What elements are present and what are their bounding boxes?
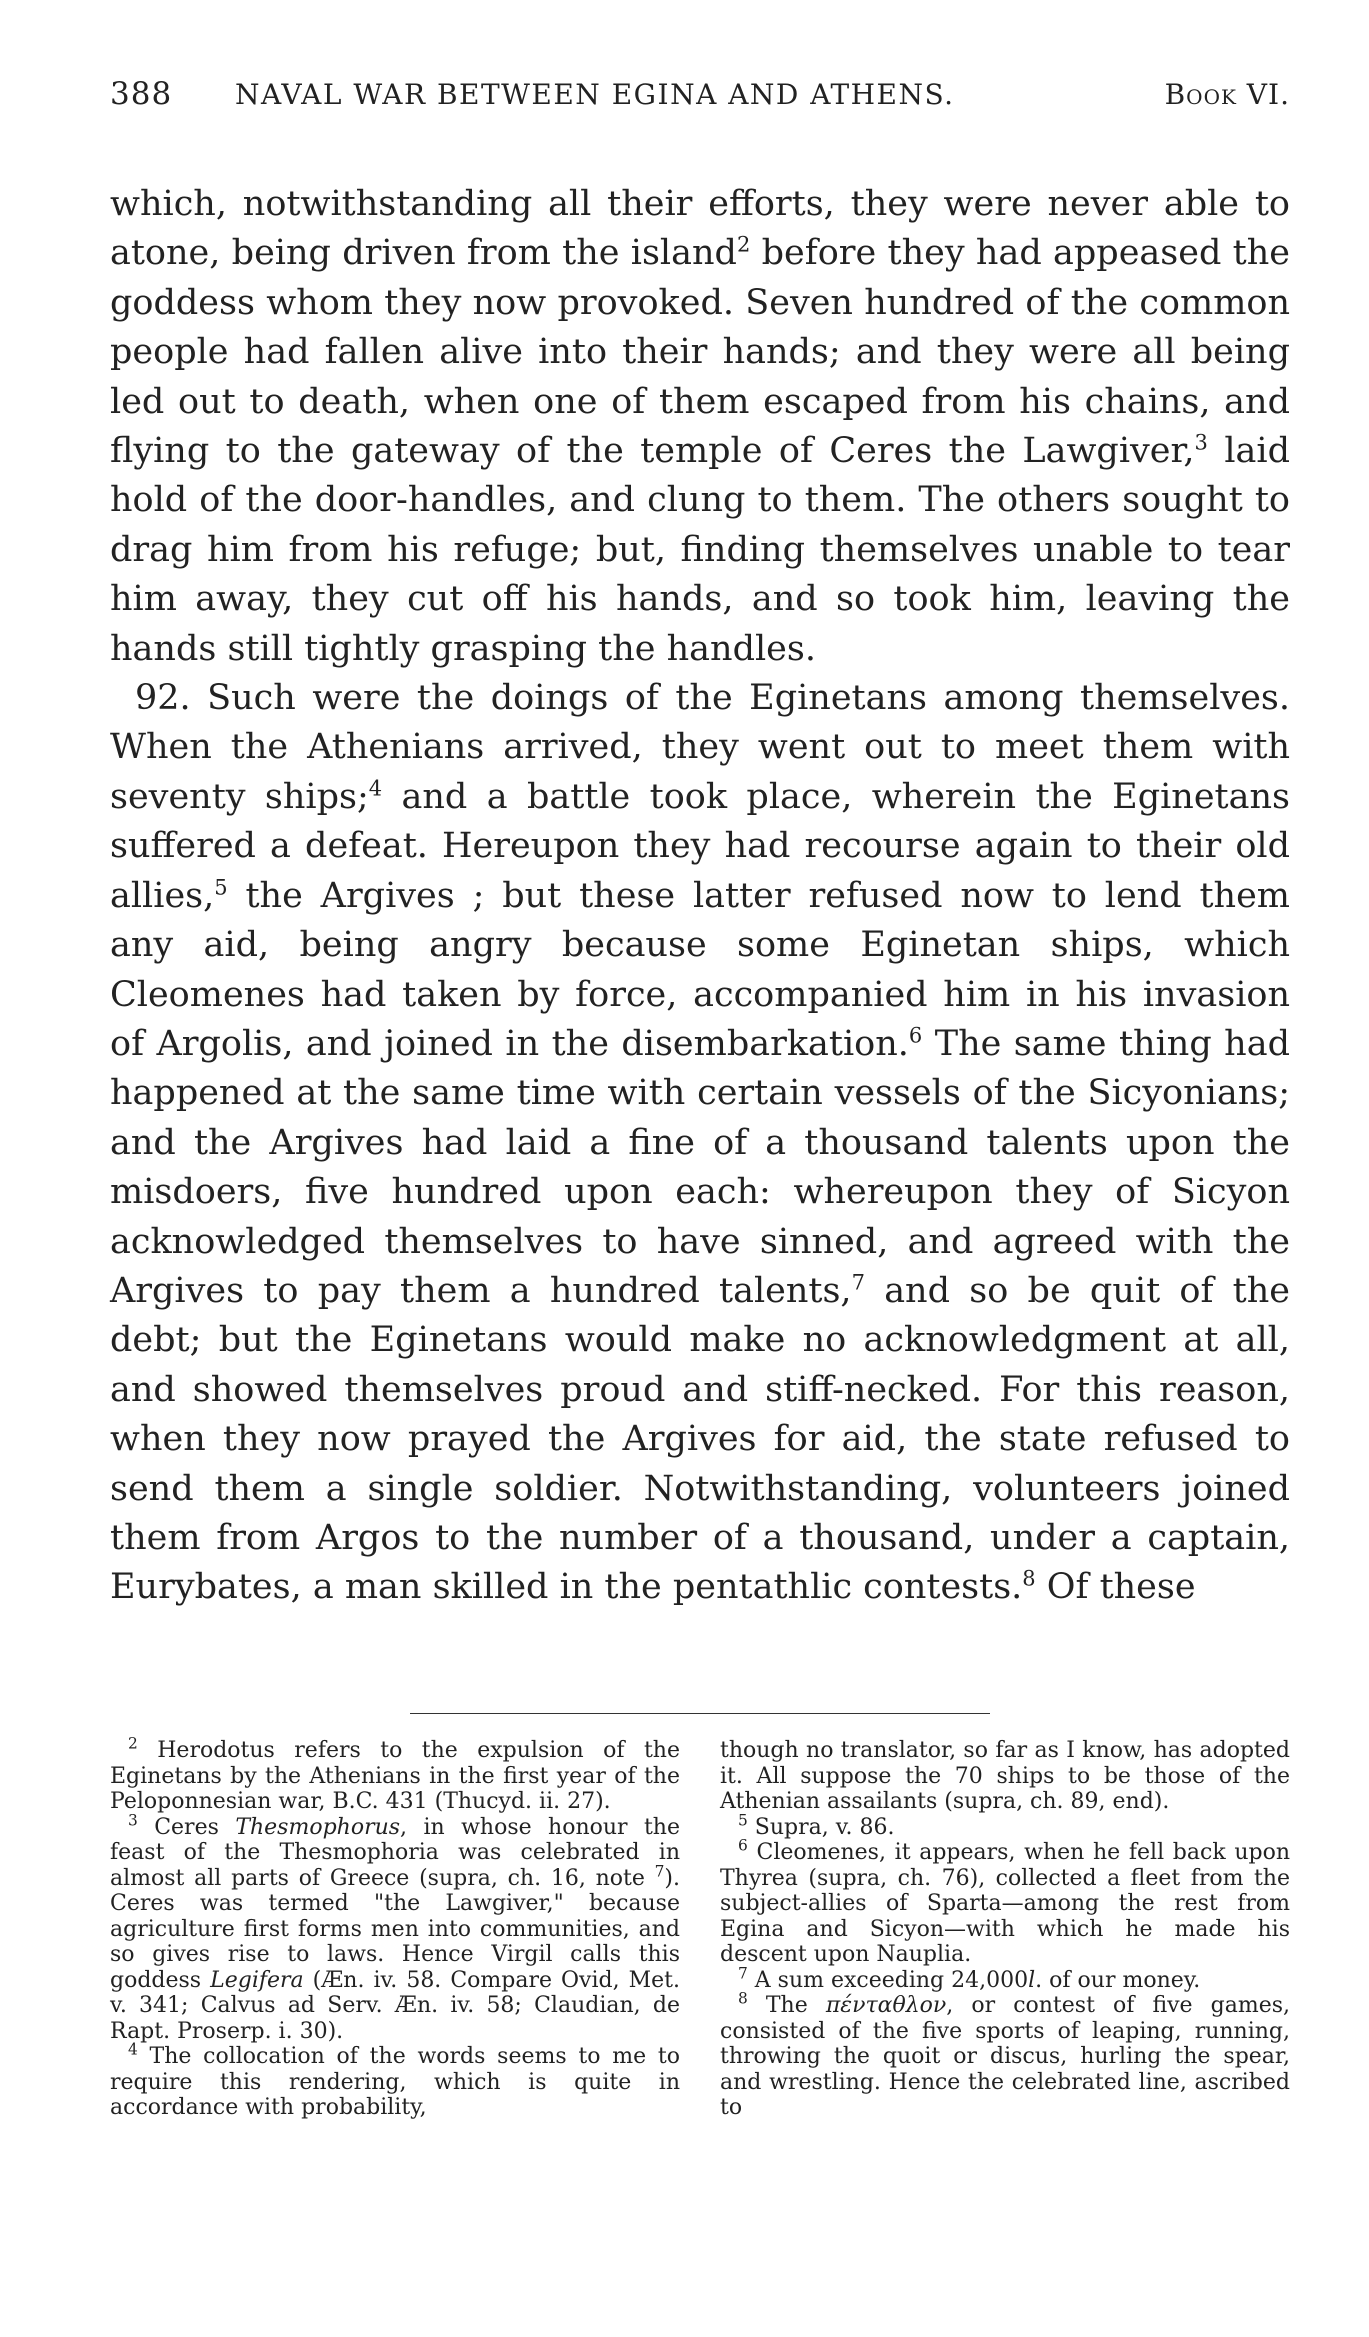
footnote-text: The [747,1993,826,2018]
footnote-mark: 8 [738,1989,748,2008]
running-title: NAVAL WAR BETWEEN EGINA AND ATHENS. [235,78,955,111]
footnote-mark: 7 [738,1964,748,1983]
footnote-ref: 7 [654,1862,665,1881]
footnote-mark: 5 [738,1811,748,1830]
footnote-italic: Thesmophorus [235,1814,401,1840]
main-text [110,180,1290,1613]
footnote-7 [720,1964,1290,1994]
footnote-divider [410,1713,990,1714]
footnote-4-continued: though no translator, so far as I know, has adopted it. All suppose the 70 ships to be those of the Athenian assailants (supra, ch. 89, end). [720,1738,1290,1814]
footnote-ref: 5 [214,875,228,900]
text-run: which, notwithstanding all their efforts, they were never able to atone, being driven from the island [110,184,1290,274]
footnote-mark: 4 [128,2040,138,2059]
footnote-ref: 8 [1022,1566,1036,1591]
paragraph-92 [110,674,1290,1613]
book-label: Book VI. [1164,78,1290,111]
footnote-3 [110,1811,680,2045]
footnote-text: Ceres [137,1814,236,1840]
footnote-ref: 7 [851,1270,865,1295]
footnote-ref: 3 [1194,430,1208,455]
footnote-text: Herodotus refers to the expulsion of the Eginetans by the Athenians in the first year of the Peloponnesian war, B.C. 431 (Thucyd. ii. 27). [110,1738,680,1814]
footnote-mark: 6 [738,1836,748,1855]
footnote-italic: Legifera [210,1967,304,1993]
page-number: 388 [110,76,173,112]
footnote-8 [720,1989,1290,2121]
footnotes [110,1734,1290,2121]
text-run: 92. Such were the doings of the Eginetans among themselves. When the Athenians arrived, they went out to meet them with seventy ships; [110,678,1290,817]
footnote-ref: 4 [368,776,383,801]
text-run: The same thing had happened at the same time with certain vessels of the Sicyonians; and the Argives had laid a fine of a thousand talents upon the misdoers, five hundred upon each: whereupon they of Sicyon acknowledged themselves to have sinned, and agreed with the Argives to pay them a hundred talents, [110,1023,1290,1311]
footnote-6 [720,1836,1290,1968]
footnote-4 [110,2040,680,2121]
footnote-mark: 3 [128,1811,138,1830]
footnote-text: The collocation of the words seems to me to require this rendering, which is quite in accordance with probability, [110,2044,680,2120]
text-run: Of these [1035,1567,1196,1608]
text-run: the Argives ; but these latter refused now to lend them any aid, being angry because some Eginetan ships, which Cleomenes had taken by force, accompanied him in his invasion of Argolis, and joined in the disembarkation. [110,875,1290,1064]
footnote-text: ). Ceres was termed "the Lawgiver," because agriculture first forms men into communities, and so gives rise to laws. Hence Virgil calls this goddess [110,1865,680,1993]
text-run: before they had appeased the goddess whom they now provoked. Seven hundred of the common people had fallen alive into their hands; and they were all being led out to death, when one of them escaped from his chains, and flying to the gateway of the temple of Ceres the Lawgiver, [110,233,1290,472]
footnote-ref: 6 [908,1023,923,1048]
footnote-text: . of our money. [1035,1967,1201,1993]
text-run: laid hold of the door-handles, and clung to them. The others sought to drag him from his refuge; but, finding themselves unable to tear him away, they cut off his hands, and so took him, leaving the hands still tightly grasping the handles. [110,431,1290,669]
paragraph-continued [110,180,1290,674]
footnote-text: (Æn. iv. 58. Compare Ovid, Met. v. 341; Calvus ad Serv. Æn. iv. 58; Claudian, de Rapt. Proserp. i. 30). [110,1967,680,2044]
book-page [110,70,1290,2290]
footnote-2 [110,1734,680,1815]
text-run: and so be quit of the debt; but the Eginetans would make no acknowledgment at all, and showed themselves proud and stiff-necked. For this reason, when they now prayed the Argives for aid, the state refused to send them a single soldier. Notwithstanding, volunteers joined them from Argos to the number of a thousand, under a captain, Eurybates, a man skilled in the pentathlic contests. [110,1270,1290,1608]
footnote-ref: 2 [736,232,751,257]
footnote-text: Cleomenes, it appears, when he fell back upon Thyrea (supra, ch. 76), collected a fleet from the subject-allies of Sparta—among the rest from Egina and Sicyon—with which he made his descent upon Nauplia. [720,1840,1290,1967]
footnote-text: Supra, v. 86. [747,1814,895,1840]
running-header [110,70,1290,130]
footnote-text: , in whose honour the feast of the Thesmophoria was celebrated in almost all parts of Greece (supra, ch. 16, note [110,1814,680,1891]
footnote-mark: 2 [128,1734,138,1753]
footnote-column-right [720,1738,1290,2121]
footnote-text: A sum exceeding 24,000 [747,1967,1029,1993]
footnote-5 [720,1811,1290,1841]
footnote-text: , or contest of five games, consisted of the five sports of leaping, running, throwing the quoit or discus, hurling the spear, and wrestling. Hence the celebrated line, ascribed to [720,1993,1290,2120]
footnote-italic: l [1028,1967,1036,1993]
footnote-greek: πένταθλον [825,1993,947,2018]
footnote-column-left [110,1734,680,2121]
text-run: and a battle took place, wherein the Eginetans suffered a defeat. Hereupon they had recourse again to their old allies, [110,776,1290,916]
